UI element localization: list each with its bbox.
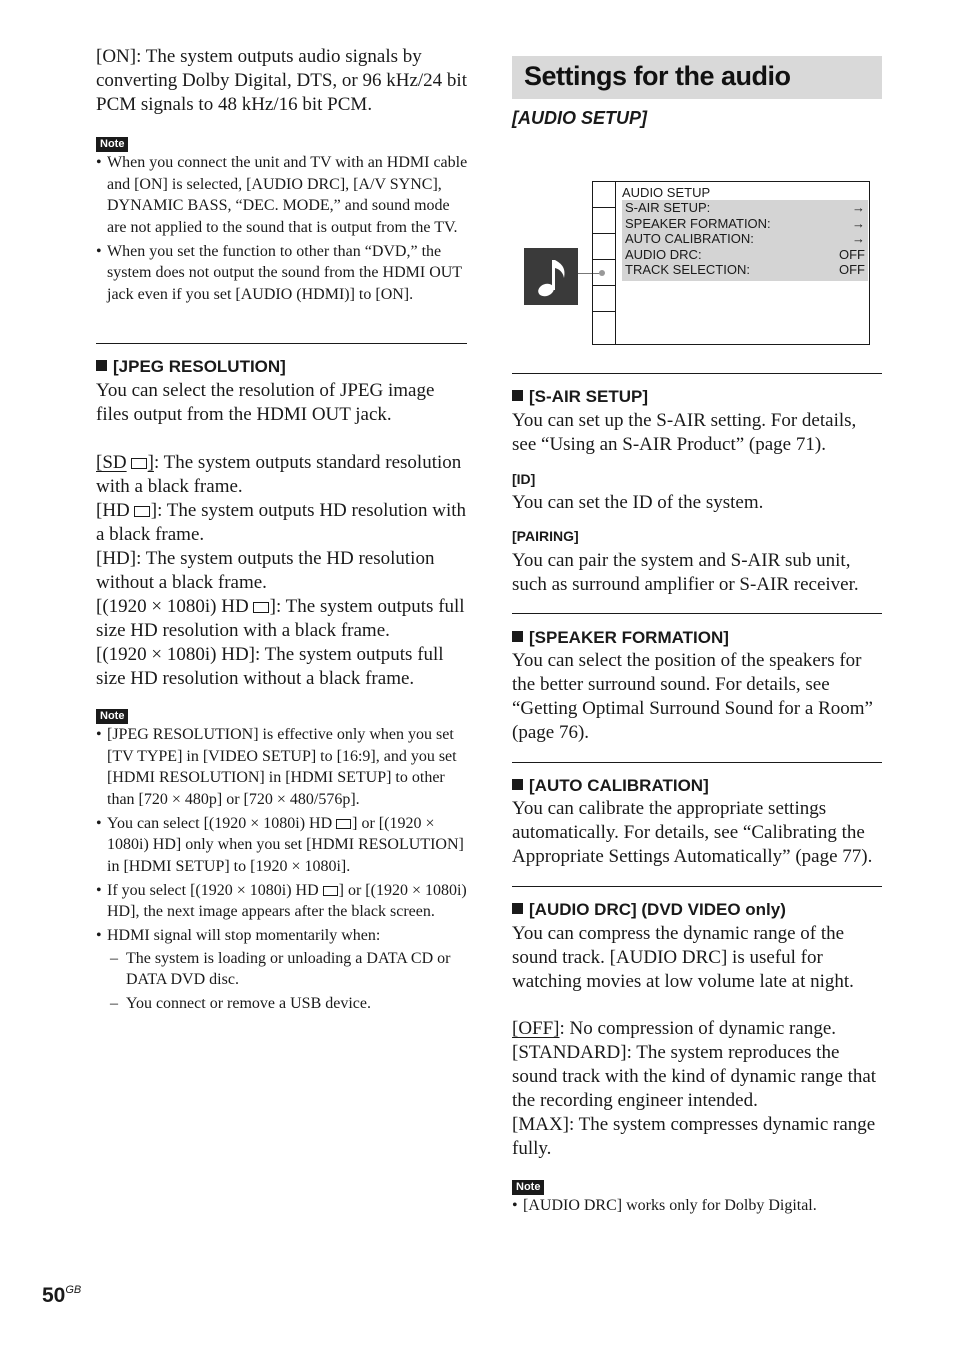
drc-options (512, 1017, 884, 1161)
pairing-desc: You can pair the system and S-AIR sub unit, such as surround amplifier or S-AIR receiver. (512, 550, 859, 595)
sair-setup-desc: You can set up the S-AIR setting. For details, see “Using an S-AIR Product” (page 71). (512, 410, 857, 455)
option-1080: [(1920 × 1080i) HD]: The system outputs full size HD resolution without a black frame. (96, 644, 444, 689)
osd-row-drc: AUDIO DRC: OFF (625, 247, 865, 262)
jpeg-resolution-desc: You can select the resolution of JPEG image files output from the HDMI OUT jack. (96, 380, 435, 425)
list-item: • [AUDIO DRC] works only for Dolby Digital. (512, 1195, 884, 1217)
intro-on-text: [ON]: The system outputs audio signals by converting Dolby Digital, DTS, or 96 kHz/24 bit PCM signals to 48 kHz/16 bit PCM. (96, 46, 467, 115)
osd-tab (593, 286, 615, 312)
pairing-heading: [PAIRING] (512, 528, 579, 544)
black-frame-icon (336, 819, 351, 829)
audio-setup-osd (592, 181, 870, 345)
square-bullet-icon (512, 903, 523, 914)
osd-tab (593, 260, 615, 286)
osd-tab (593, 234, 615, 260)
osd-tab (593, 208, 615, 234)
option-off: [OFF]: No compression of dynamic range. (512, 1018, 836, 1039)
audio-drc-desc: You can compress the dynamic range of the sound track. [AUDIO DRC] is useful for watching movies at low volume late at night. (512, 923, 854, 992)
osd-tab (593, 312, 615, 338)
jpeg-resolution-heading: [JPEG RESOLUTION] (96, 357, 286, 377)
osd-title: AUDIO SETUP (622, 185, 711, 200)
sub-list (107, 948, 468, 1015)
note-list (96, 724, 468, 1017)
square-bullet-icon (512, 779, 523, 790)
list-item: • If you select [(1920 × 1080i) HD ] or [(1920 × 1080i) HD], the next image appears after the black screen. (96, 880, 468, 923)
section-divider (96, 343, 467, 344)
square-bullet-icon (96, 360, 107, 371)
section-title-band (512, 56, 882, 99)
option-max: [MAX]: The system compresses dynamic range fully. (512, 1114, 876, 1159)
list-item: • When you connect the unit and TV with an HDMI cable and [ON] is selected, [AUDIO DRC], [A/V SYNC], DYNAMIC BASS, “DEC. MODE,” and sound mode are not applied to the sound that is output from the TV. (96, 152, 468, 238)
black-frame-icon (134, 506, 150, 517)
speaker-formation-heading: [SPEAKER FORMATION] (512, 628, 729, 648)
auto-calibration-heading: [AUTO CALIBRATION] (512, 776, 709, 796)
note-list (96, 152, 468, 308)
osd-row-speaker: SPEAKER FORMATION: → (625, 216, 865, 231)
list-item: • HDMI signal will stop momentarily when: – The system is loading or unloading a DATA CD or DATA DVD disc. – You connect or remove a USB device. (96, 925, 468, 1015)
list-item: • You can select [(1920 × 1080i) HD ] or [(1920 × 1080i) HD] only when you set [HDMI RESOLUTION] in [HDMI SETUP] to [1920 × 1080i]. (96, 813, 468, 878)
page-number: $50^{GB}$ (42, 1284, 82, 1307)
note-label: Note (512, 1177, 544, 1195)
note-label: Note (96, 706, 128, 724)
page-title: Settings for the audio (524, 61, 791, 91)
audio-setup-label: [AUDIO SETUP] (512, 108, 647, 128)
square-bullet-icon (512, 390, 523, 401)
black-frame-icon (253, 602, 269, 613)
section-divider (512, 762, 882, 763)
osd-row-autocal: AUTO CALIBRATION: → (625, 231, 865, 246)
auto-calibration-desc: You can calibrate the appropriate settings automatically. For details, see “Calibrating the Appropriate Settings Automatically” (page 77). (512, 798, 873, 867)
osd-tab (593, 182, 615, 208)
list-item: • [JPEG RESOLUTION] is effective only when you set [TV TYPE] in [VIDEO SETUP] to [16:9], and you set [HDMI RESOLUTION] in [HDMI SETUP] to other than [720 × 480p] or [720 × 480/576p]. (96, 724, 468, 810)
section-divider (512, 373, 882, 374)
music-note-icon (524, 248, 578, 305)
black-frame-icon (323, 886, 338, 896)
black-frame-icon (131, 458, 147, 469)
list-item: – The system is loading or unloading a DATA CD or DATA DVD disc. (107, 948, 468, 991)
option-sd: [SD ]: The system outputs standard resolution with a black frame. (96, 452, 462, 497)
note-list (512, 1195, 884, 1219)
id-heading: [ID] (512, 471, 536, 487)
osd-row-track: TRACK SELECTION: OFF (625, 262, 865, 277)
jpeg-options (96, 451, 468, 691)
audio-drc-heading: [AUDIO DRC] (DVD VIDEO only) (512, 900, 786, 920)
option-1080-frame: [(1920 × 1080i) HD ]: The system outputs full size HD resolution with a black frame. (96, 596, 465, 641)
section-divider (512, 886, 882, 887)
list-item: – You connect or remove a USB device. (107, 993, 468, 1015)
osd-row-sair: S-AIR SETUP: → (625, 200, 865, 215)
speaker-formation-desc: You can select the position of the speakers for the better surround sound. For details, see “Getting Optimal Surround Sound for a Room” (page 76). (512, 650, 873, 743)
sair-setup-heading: [S-AIR SETUP] (512, 387, 648, 407)
list-item: • When you set the function to other than “DVD,” the system does not output the sound from the HDMI OUT jack even if you set [AUDIO (HDMI)] to [ON]. (96, 241, 468, 306)
id-desc: You can set the ID of the system. (512, 492, 764, 513)
option-standard: [STANDARD]: The system reproduces the sound track with the kind of dynamic range that the recording engineer intended. (512, 1042, 877, 1111)
option-hd-frame: [HD ]: The system outputs HD resolution with a black frame. (96, 500, 467, 545)
osd-menu (622, 200, 868, 281)
option-hd: [HD]: The system outputs the HD resolution without a black frame. (96, 548, 435, 593)
note-label: Note (96, 134, 128, 152)
square-bullet-icon (512, 631, 523, 642)
section-divider (512, 613, 882, 614)
osd-tab-strip (593, 182, 616, 344)
